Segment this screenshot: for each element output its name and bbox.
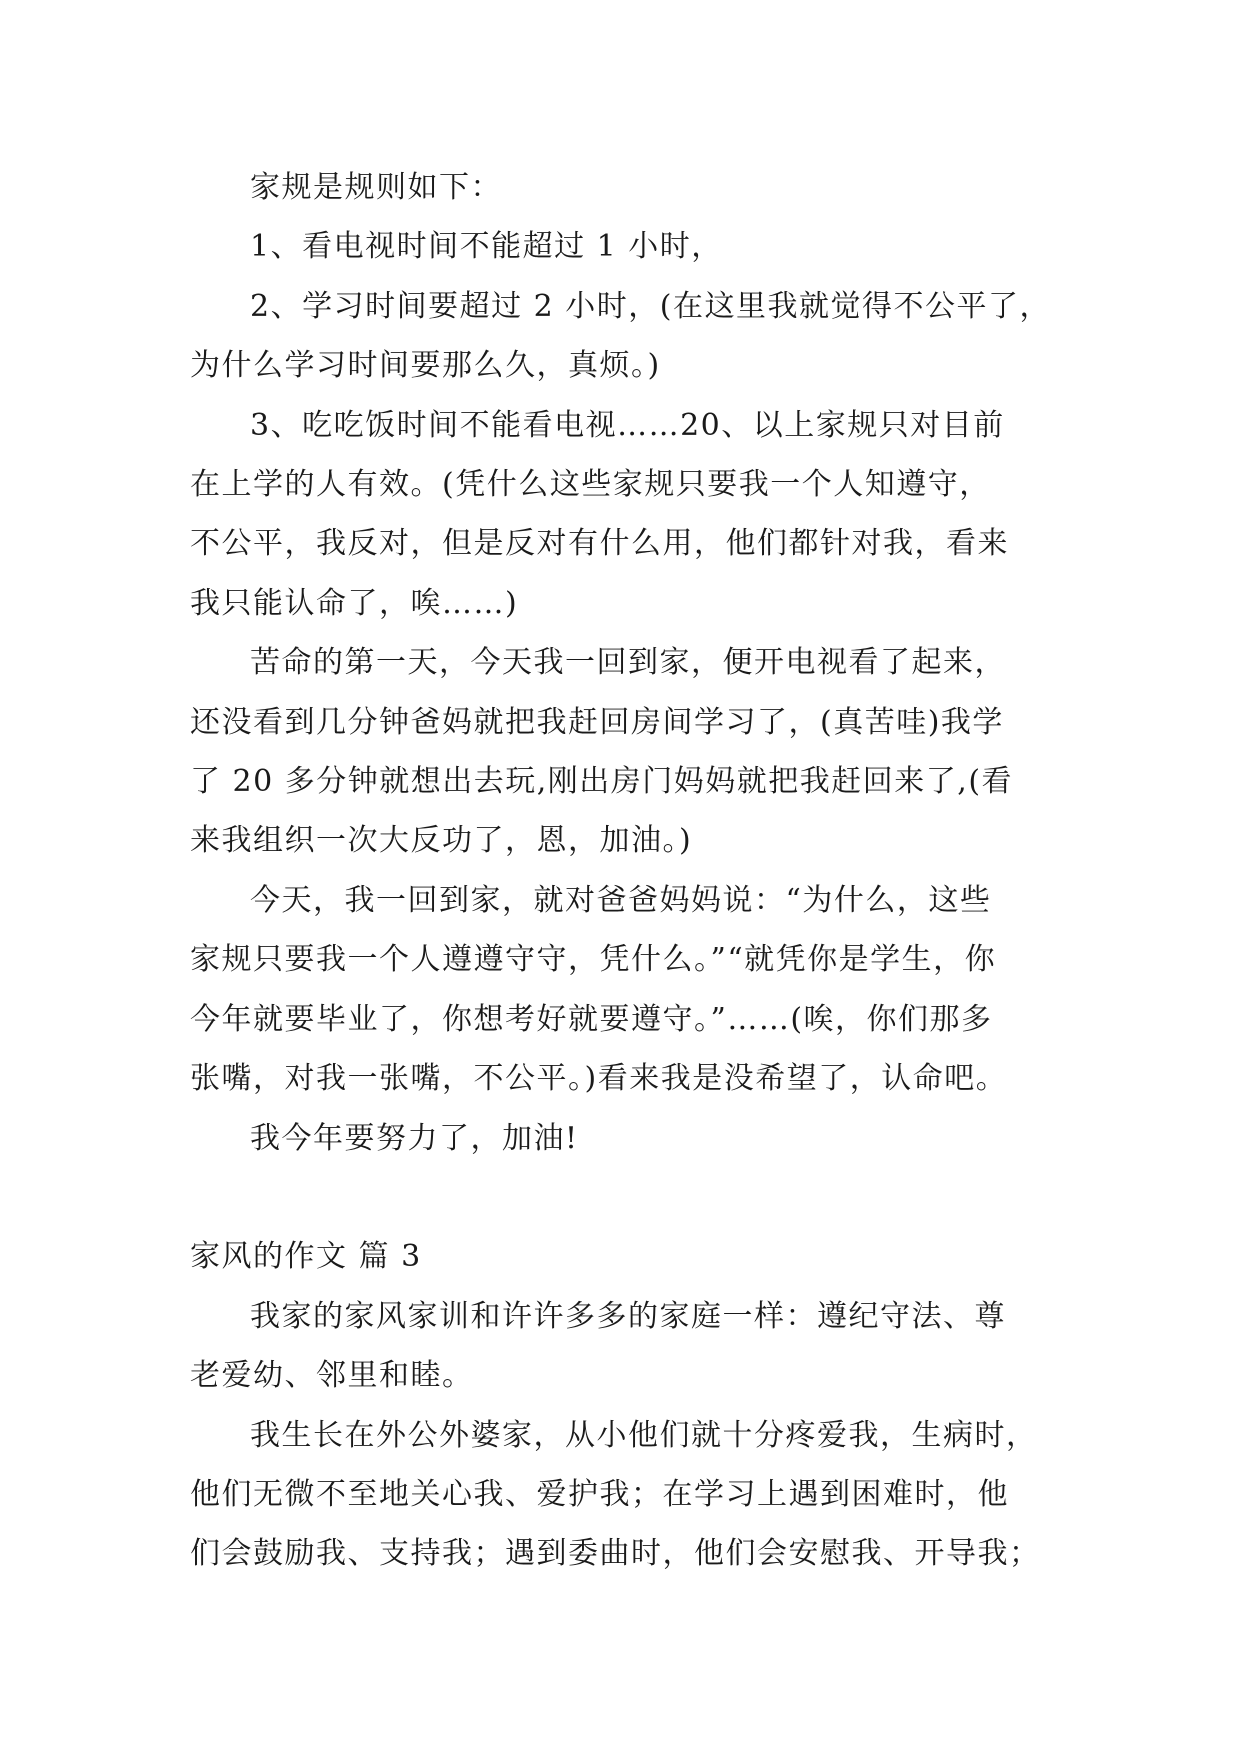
text-line: 我只能认命了，唉……): [190, 585, 519, 621]
paragraph-rule-3: [190, 396, 1070, 634]
text-line: 家规是规则如下：: [250, 170, 502, 205]
text-line: 在上学的人有效。(凭什么这些家规只要我一个人知遵守，: [190, 467, 991, 503]
blank-line: [190, 1168, 1070, 1227]
text-line: 老爱幼、邻里和睦。: [190, 1358, 474, 1394]
paragraph-rule-2: [190, 277, 1070, 396]
text-line: 2、学习时间要超过 2 小时，(在这里我就觉得不公平了，: [250, 288, 1051, 324]
paragraph-grandparents: [190, 1406, 1070, 1584]
paragraph-today: [190, 871, 1070, 1109]
text-line: 张嘴，对我一张嘴，不公平。)看来我是没希望了，认命吧。: [190, 1061, 1008, 1097]
paragraph-conclusion: [190, 1109, 1070, 1168]
text-line: 来我组织一次大反功了，恩，加油。): [190, 823, 693, 859]
paragraph-rule-1: [190, 217, 1070, 276]
paragraph-first-day: [190, 633, 1070, 871]
text-line: 今天，我一回到家，就对爸爸妈妈说：“为什么，这些: [250, 882, 992, 918]
section-heading: 家风的作文 篇 3: [190, 1239, 422, 1275]
document-body: [190, 158, 1070, 1584]
text-line: 他们无微不至地关心我、爱护我；在学习上遇到困难时，他: [190, 1476, 1009, 1512]
text-line: 苦命的第一天，今天我一回到家，便开电视看了起来，: [250, 645, 1006, 681]
text-line: 1、看电视时间不能超过 1 小时，: [250, 229, 723, 265]
text-line: 我今年要努力了，加油!: [250, 1120, 579, 1156]
text-line: 我生长在外公外婆家，从小他们就十分疼爱我，生病时，: [250, 1417, 1038, 1453]
text-line: 今年就要毕业了，你想考好就要遵守。”……(唉，你们那多: [190, 1001, 993, 1037]
text-line: 家规只要我一个人遵遵守守，凭什么。”“就凭你是学生，你: [190, 942, 997, 978]
paragraph-family-motto: [190, 1287, 1070, 1406]
text-line: 3、吃吃饭时间不能看电视……20、以上家规只对目前: [250, 407, 1005, 443]
text-line: 还没看到几分钟爸妈就把我赶回房间学习了，(真苦哇)我学: [190, 704, 1004, 740]
text-line: 我家的家风家训和许许多多的家庭一样：遵纪守法、尊: [250, 1298, 1006, 1334]
paragraph-rules-intro: [190, 158, 1070, 217]
text-line: 了 20 多分钟就想出去玩,刚出房门妈妈就把我赶回来了,(看: [190, 764, 1014, 800]
text-line: 不公平，我反对，但是反对有什么用，他们都针对我，看来: [190, 526, 1009, 562]
text-line: 为什么学习时间要那么久，真烦。): [190, 348, 661, 384]
text-line: 们会鼓励我、支持我；遇到委曲时，他们会安慰我、开导我；: [190, 1536, 1041, 1572]
